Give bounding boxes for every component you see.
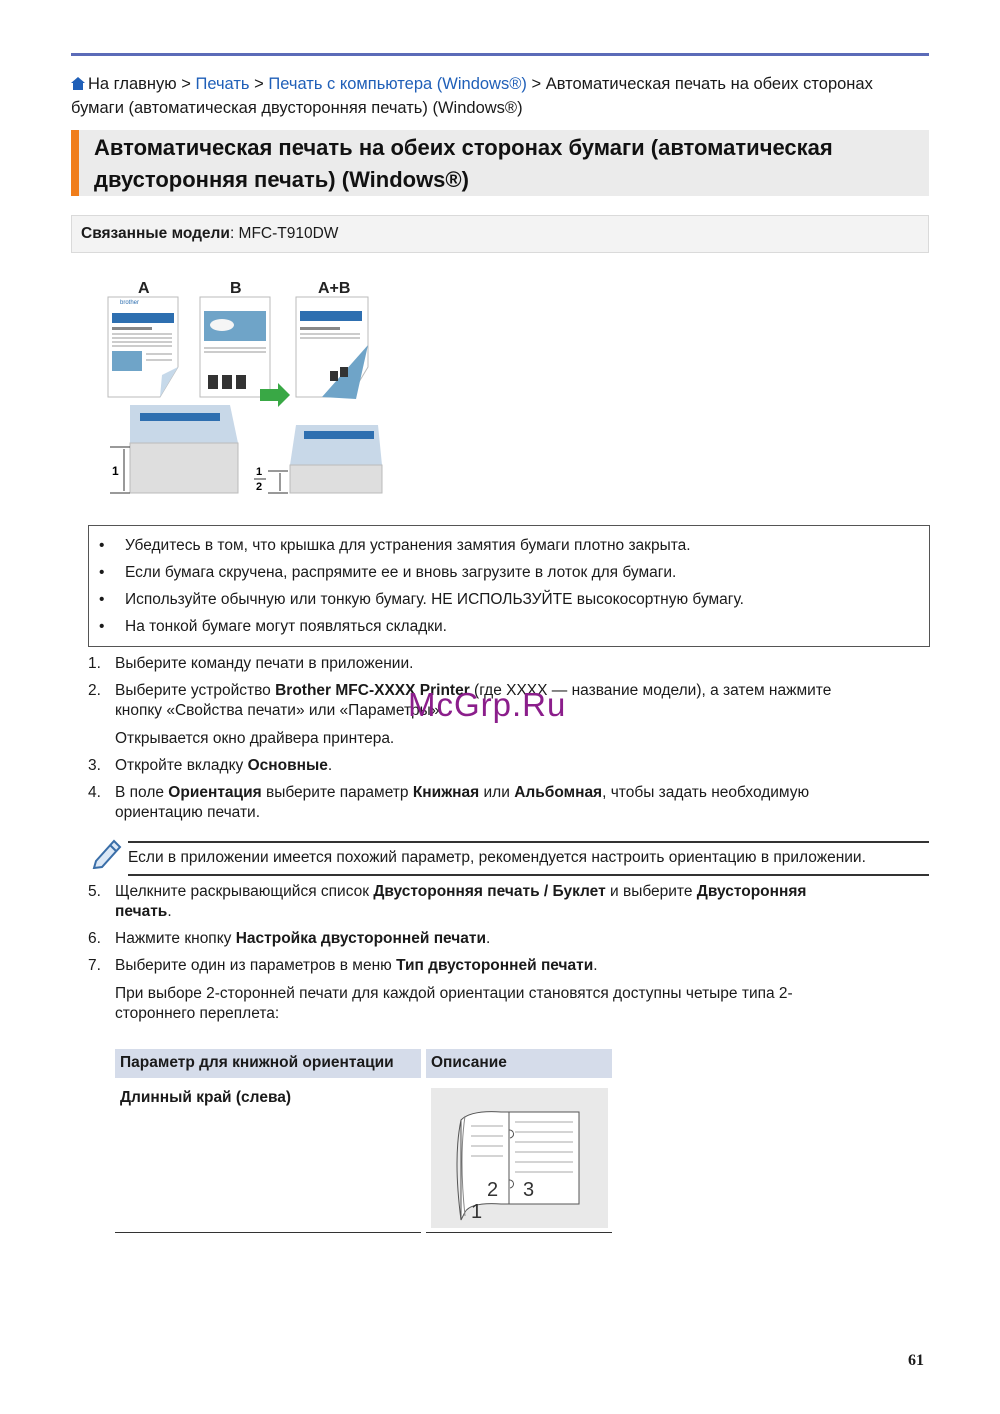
- breadcrumb-current: Автоматическая печать на обеих сторонах: [545, 75, 873, 93]
- related-models: [71, 215, 929, 253]
- paper-stack-single: [110, 405, 238, 493]
- note-item: • Если бумага скручена, распрямите ее и вновь загрузите в лоток для бумаги.: [99, 564, 677, 581]
- duplex-illustration: [100, 275, 390, 500]
- title-accent: [71, 130, 79, 196]
- hint-top-rule: [128, 841, 929, 843]
- figure-label-ab: A+B: [318, 280, 351, 297]
- svg-text:3: 3: [523, 1179, 535, 1201]
- svg-text:1: 1: [112, 464, 119, 478]
- paper-stack-duplex: [254, 425, 382, 493]
- home-icon[interactable]: [71, 77, 85, 90]
- note-box: [88, 525, 930, 647]
- note-item: • На тонкой бумаге могут появляться складки.: [99, 618, 447, 635]
- page-a: [108, 297, 178, 397]
- svg-text:2: 2: [487, 1179, 499, 1201]
- page-b: [200, 297, 270, 397]
- table-header-description: Описание: [426, 1049, 612, 1078]
- page-number: 61: [908, 1352, 924, 1369]
- svg-text:1: 1: [471, 1201, 483, 1223]
- long-edge-binding-illustration: [431, 1088, 608, 1228]
- note-item: • Используйте обычную или тонкую бумагу. НЕ ИСПОЛЬЗУЙТЕ высокосортную бумагу.: [99, 591, 744, 608]
- breadcrumb-home[interactable]: На главную: [88, 75, 177, 93]
- page-ab: [296, 297, 368, 399]
- breadcrumb-link-print[interactable]: Печать: [195, 75, 250, 93]
- note-item: • Убедитесь в том, что крышка для устранения замятия бумаги плотно закрыта.: [99, 537, 691, 554]
- watermark: McGrp.Ru: [408, 686, 567, 723]
- breadcrumb-current-cont: бумаги (автоматическая двусторонняя печать) (Windows®): [71, 99, 523, 117]
- related-models-label: Связанные модели: [81, 225, 230, 242]
- hint-text: Если в приложении имеется похожий параметр, рекомендуется настроить ориентацию в приложении.: [128, 849, 866, 866]
- figure-label-a: A: [138, 280, 150, 297]
- table-header-parameter: Параметр для книжной ориентации: [115, 1049, 421, 1078]
- page-title: Автоматическая печать на обеих сторонах бумаги (автоматическая двусторонняя печать) (Windows®): [94, 135, 833, 192]
- breadcrumb-link-print-from-computer[interactable]: Печать с компьютера (Windows®): [268, 75, 527, 93]
- svg-text:1: 1: [256, 466, 263, 478]
- breadcrumb: На главную > Печать > Печать с компьютера (Windows®) > Автоматическая печать на обеих сторонах бумаги (автоматическая двусторонняя печать) (Windows®): [71, 75, 873, 117]
- svg-text:2: 2: [256, 481, 263, 493]
- table-row-rule: [115, 1232, 421, 1233]
- pencil-icon: [90, 837, 124, 869]
- top-rule: [71, 53, 929, 56]
- related-models-value: : MFC-T910DW: [229, 225, 339, 242]
- hint-bottom-rule: [128, 874, 929, 876]
- table-row-rule: [426, 1232, 612, 1233]
- figure-label-b: B: [230, 280, 242, 297]
- svg-text:brother: brother: [120, 300, 140, 306]
- table-cell-parameter: Длинный край (слева): [120, 1089, 292, 1106]
- page-title-bar: [71, 130, 929, 196]
